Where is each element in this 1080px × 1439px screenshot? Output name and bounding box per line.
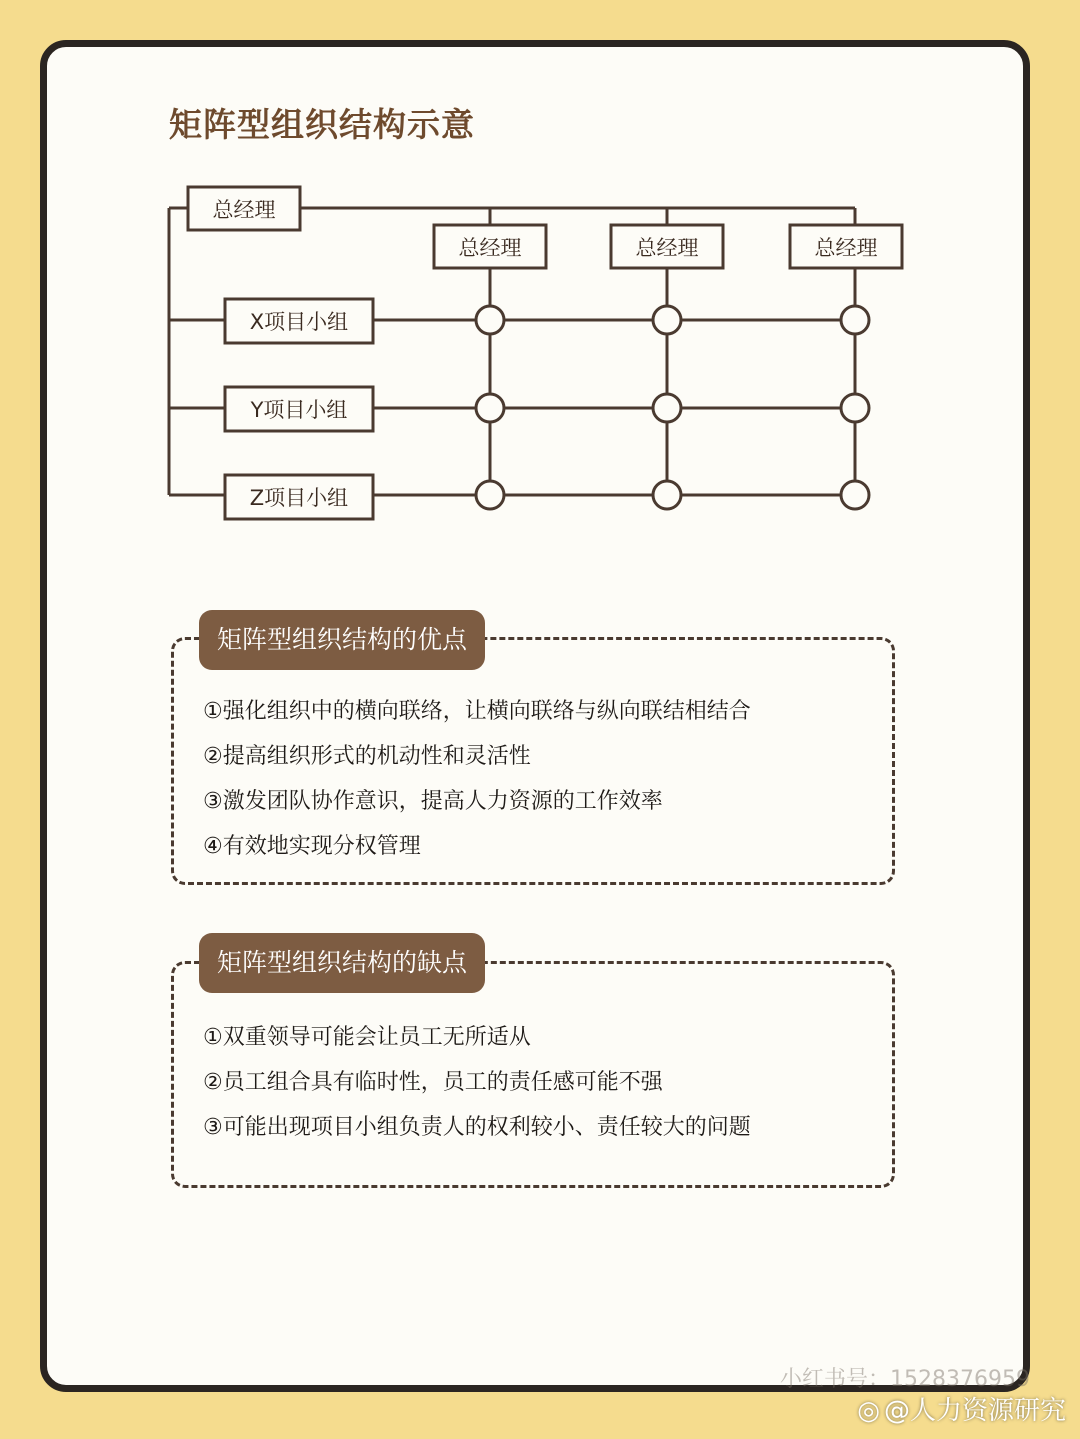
weibo-icon: ◎ [857,1396,880,1426]
project-group-label: Y项目小组 [250,398,348,422]
matrix-node [653,306,681,334]
matrix-node [841,481,869,509]
column-manager-label: 总经理 [458,236,522,260]
footer-handle: @人力资源研究 [883,1396,1066,1426]
list-item: ③激发团队协作意识，提高人力资源的工作效率 [203,789,663,814]
list-item: ④有效地实现分权管理 [203,834,421,859]
top-manager-label: 总经理 [212,198,276,222]
list-item: ①强化组织中的横向联络，让横向联络与纵向联结相结合 [203,699,751,724]
matrix-node [841,394,869,422]
matrix-node [653,394,681,422]
project-group-label: X项目小组 [249,310,349,334]
list-item: ①双重领导可能会让员工无所适从 [203,1025,531,1050]
matrix-node [476,306,504,334]
list-item: ②提高组织形式的机动性和灵活性 [203,744,531,769]
matrix-node [841,306,869,334]
disadvantages-list [203,1015,751,1150]
advantages-list [203,689,751,869]
page-title: 矩阵型组织结构示意 [169,105,475,144]
matrix-node [653,481,681,509]
column-manager-label: 总经理 [814,236,878,260]
footer-credit [857,1390,1066,1427]
watermark-text: 小红书号：1528376959 [780,1367,1030,1392]
advantages-label: 矩阵型组织结构的优点 [199,610,485,670]
disadvantages-label: 矩阵型组织结构的缺点 [199,933,485,993]
list-item: ②员工组合具有临时性，员工的责任感可能不强 [203,1070,663,1095]
content-card [40,40,1030,1392]
list-item: ③可能出现项目小组负责人的权利较小、责任较大的问题 [203,1115,751,1140]
column-manager-label: 总经理 [635,236,699,260]
matrix-node [476,394,504,422]
matrix-node [476,481,504,509]
project-group-label: Z项目小组 [249,486,349,510]
matrix-diagram [47,47,1030,607]
